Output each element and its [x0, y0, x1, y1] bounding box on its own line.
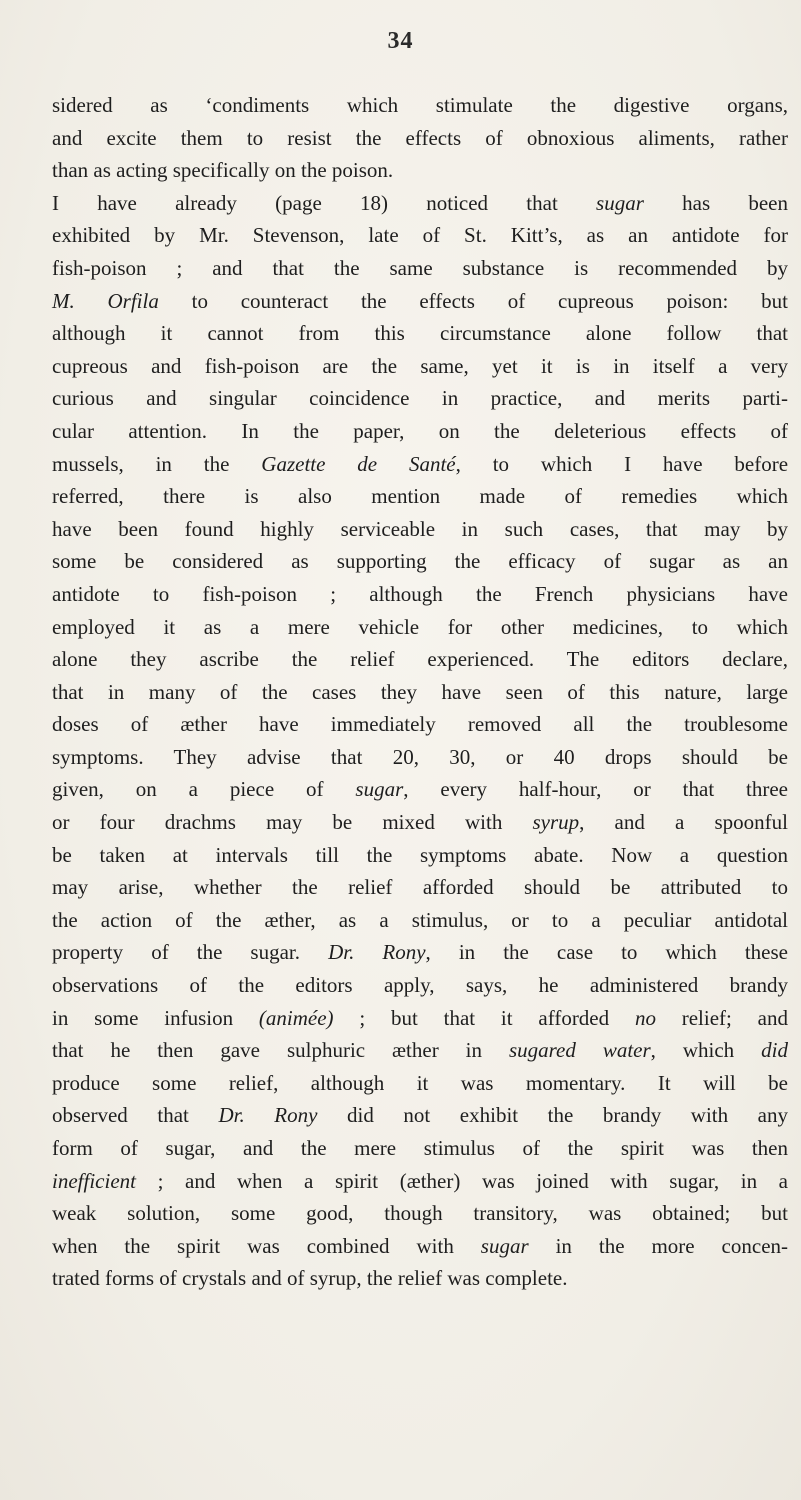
text-run: to counteract the effects of cupreous poison: but: [158, 288, 788, 313]
italic-text: sugared water: [508, 1038, 651, 1063]
text-line: [52, 1002, 788, 1035]
text-run: property of the sugar.: [52, 940, 329, 965]
text-run: I have already (page 18) noticed that: [52, 190, 597, 215]
italic-text: (animée): [258, 1005, 334, 1030]
text-run: or four drachms may be mixed with: [52, 810, 533, 835]
text-run: be taken at intervals till the symptoms abate. Now a question: [52, 842, 788, 867]
body-text: [52, 89, 788, 1295]
text-run: , every half-hour, or that three: [403, 777, 788, 802]
text-run: , to which I have before: [455, 451, 789, 476]
text-line: [52, 806, 788, 839]
italic-text: Gazette de Santé: [261, 451, 456, 476]
text-run: doses of æther have immediately removed all the troublesome: [52, 712, 788, 737]
text-run: may arise, whether the relief afforded should be attributed to: [52, 875, 788, 900]
text-line: [52, 415, 788, 448]
italic-text: syrup: [532, 810, 580, 835]
text-line: [52, 252, 788, 285]
text-run: , which: [650, 1038, 762, 1063]
text-run: alone they ascribe the relief experienced. The editors declare,: [52, 647, 788, 672]
italic-text: Dr. Rony: [218, 1103, 318, 1128]
text-run: although it cannot from this circumstance alone follow that: [52, 321, 788, 346]
text-line: [52, 1230, 788, 1263]
text-line: [52, 676, 788, 709]
text-line: [52, 1262, 788, 1295]
text-line: [52, 448, 788, 481]
text-run: exhibited by Mr. Stevenson, late of St. Kitt’s, as an antidote for: [52, 223, 788, 248]
text-line: [52, 382, 788, 415]
text-run: sidered as ‘condiments which stimulate the digestive organs,: [52, 93, 788, 117]
text-line: [52, 1067, 788, 1100]
text-line: [52, 154, 788, 187]
text-run: in some infusion: [52, 1005, 259, 1030]
text-line: [52, 1099, 788, 1132]
text-line: [52, 89, 788, 122]
text-line: [52, 317, 788, 350]
italic-text: sugar: [596, 190, 644, 215]
text-line: [52, 773, 788, 806]
text-line: [52, 219, 788, 252]
text-line: [52, 545, 788, 578]
text-line: [52, 741, 788, 774]
italic-text: did: [761, 1038, 788, 1063]
text-run: fish-poison ; and that the same substance is recommended by: [52, 255, 788, 280]
text-run: has been: [643, 190, 789, 215]
text-run: ; and when a spirit (æther) was joined with sugar, in a: [135, 1168, 788, 1193]
italic-text: Dr. Rony: [328, 940, 426, 965]
text-run: some be considered as supporting the efficacy of sugar as an: [52, 549, 788, 574]
text-run: relief; and: [655, 1005, 788, 1030]
text-run: employed it as a mere vehicle for other medicines, to which: [52, 614, 788, 639]
text-line: [52, 350, 788, 383]
text-run: antidote to fish-poison ; although the French physicians have: [52, 581, 788, 606]
text-line: [52, 969, 788, 1002]
text-line: [52, 480, 788, 513]
text-line: [52, 643, 788, 676]
text-run: produce some relief, although it was momentary. It will be: [52, 1070, 788, 1095]
text-run: symptoms. They advise that 20, 30, or 40 drops should be: [52, 744, 788, 769]
text-run: weak solution, some good, though transitory, was obtained; but: [52, 1201, 788, 1226]
text-run: in the more concen-: [528, 1233, 789, 1258]
text-run: given, on a piece of: [52, 777, 356, 802]
text-line: [52, 1197, 788, 1230]
text-run: have been found highly serviceable in such cases, that may by: [52, 516, 788, 541]
text-run: cupreous and fish-poison are the same, yet it is in itself a very: [52, 353, 788, 378]
text-line: [52, 513, 788, 546]
text-run: that he then gave sulphuric æther in: [52, 1038, 509, 1063]
text-line: [52, 904, 788, 937]
text-run: observed that: [52, 1103, 219, 1128]
text-line: [52, 708, 788, 741]
text-line: [52, 1165, 788, 1198]
text-line: [52, 285, 788, 318]
text-line: [52, 1132, 788, 1165]
text-line: [52, 839, 788, 872]
text-run: ; but that it afforded: [333, 1005, 635, 1030]
text-run: referred, there is also mention made of remedies which: [52, 484, 788, 509]
text-run: cular attention. In the paper, on the deleterious effects of: [52, 418, 788, 443]
text-line: [52, 578, 788, 611]
text-line: [52, 611, 788, 644]
italic-text: M. Orfila: [52, 288, 159, 313]
text-run: the action of the æther, as a stimulus, or to a peculiar antidotal: [52, 907, 788, 932]
italic-text: inefficient: [52, 1168, 136, 1193]
text-run: did not exhibit the brandy with any: [317, 1103, 788, 1128]
italic-text: sugar: [355, 777, 404, 802]
italic-text: sugar: [480, 1233, 529, 1258]
text-run: than as acting specifically on the poison.: [52, 158, 394, 183]
text-run: , and a spoonful: [579, 810, 788, 835]
text-line: [52, 1034, 788, 1067]
text-line: [52, 871, 788, 904]
text-run: when the spirit was combined with: [52, 1233, 481, 1258]
text-line: [52, 122, 788, 155]
text-run: that in many of the cases they have seen of this nature, large: [52, 679, 788, 704]
text-run: form of sugar, and the mere stimulus of the spirit was then: [52, 1136, 788, 1160]
text-run: and excite them to resist the effects of obnoxious aliments, rather: [52, 125, 788, 150]
text-run: observations of the editors apply, says, he administered brandy: [52, 973, 788, 998]
text-line: [52, 936, 788, 969]
text-run: , in the case to which these: [425, 940, 788, 965]
page-number: 34: [387, 28, 414, 54]
text-line: [52, 187, 788, 220]
italic-text: no: [634, 1005, 656, 1030]
text-run: trated forms of crystals and of syrup, the relief was complete.: [52, 1266, 568, 1291]
text-run: mussels, in the: [52, 451, 262, 476]
text-run: curious and singular coincidence in practice, and merits parti-: [52, 386, 788, 411]
